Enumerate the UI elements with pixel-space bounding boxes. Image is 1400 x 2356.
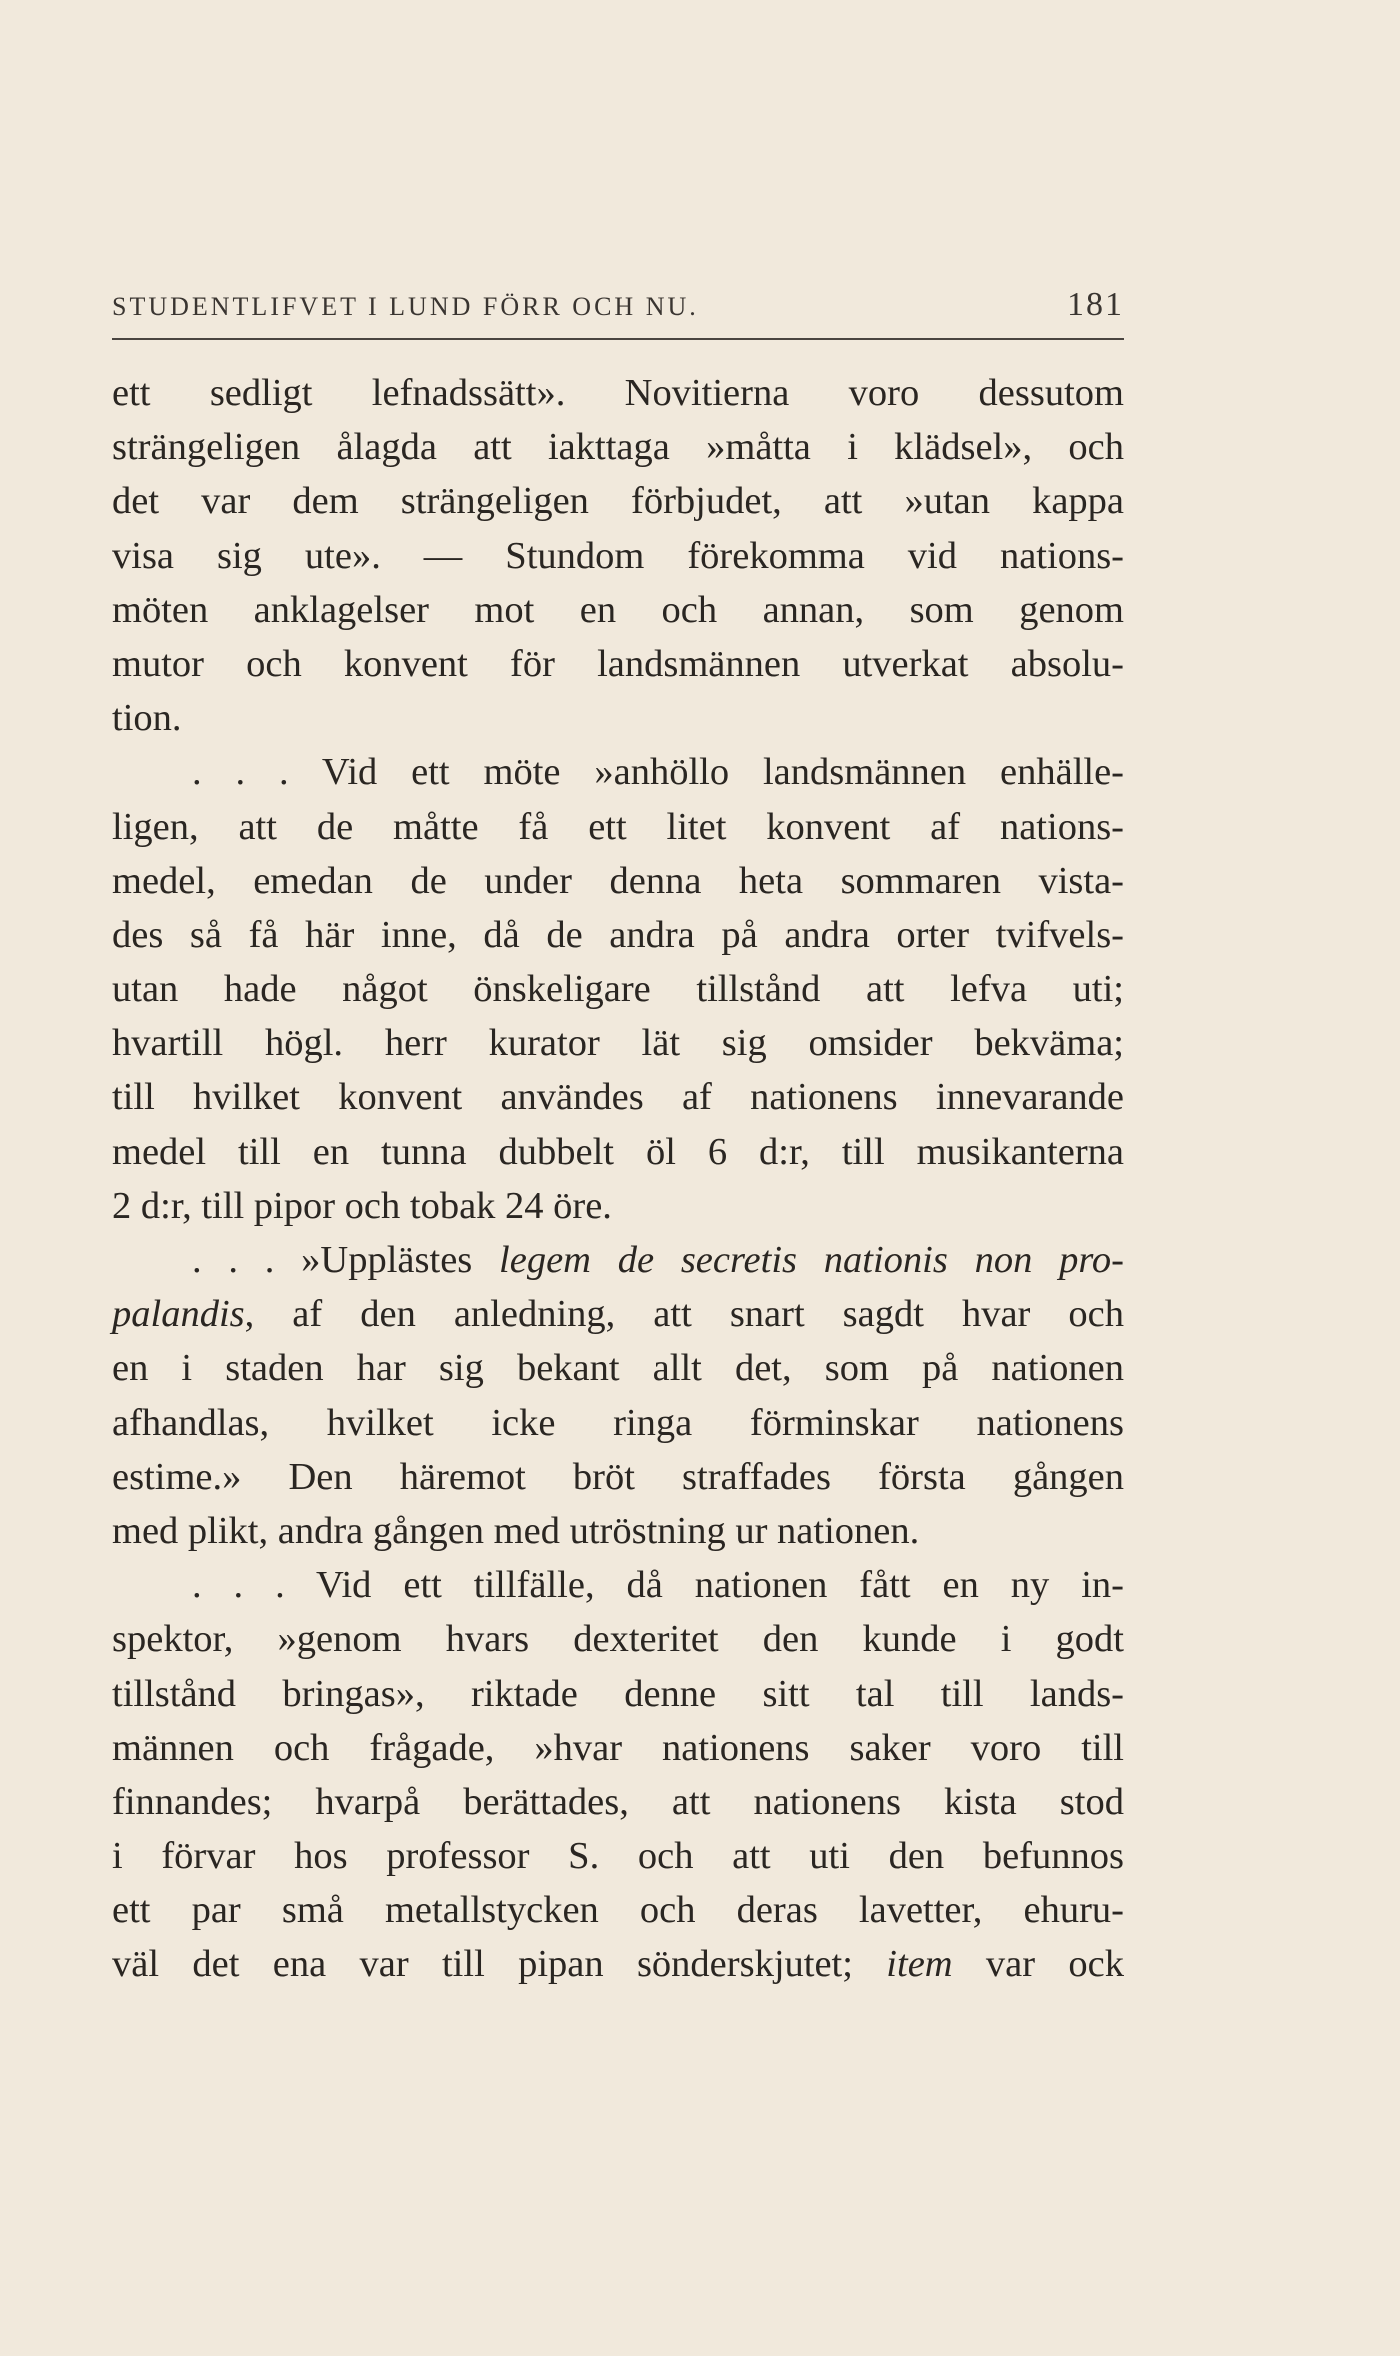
header-rule [112, 338, 1124, 340]
text-segment: i förvar hos professor S. och att uti den befunnos [112, 1835, 1124, 1878]
text-line [112, 1341, 1124, 1395]
text-segment: väl det ena var till pipan sönderskjutet; [112, 1943, 887, 1986]
text-segment: tion. [112, 697, 182, 740]
text-line [112, 637, 1124, 691]
running-title: STUDENTLIFVET I LUND FÖRR OCH NU. [112, 292, 699, 321]
text-segment: ett sedligt lefnadssätt». Novitierna voro dessutom [112, 372, 1124, 414]
text-line [112, 420, 1124, 474]
text-segment: hvartill högl. herr kurator lät sig omsider bekväma; [112, 1022, 1124, 1065]
text-line [112, 1612, 1124, 1666]
text-segment: utan hade något önskeligare tillstånd att lefva uti; [112, 968, 1124, 1011]
text-line [112, 1125, 1124, 1179]
text-line [112, 1558, 1124, 1612]
text-segment: visa sig ute». — Stundom förekomma vid nations- [112, 534, 1124, 577]
text-line [112, 1937, 1124, 1991]
text-segment: . . . Vid ett möte »anhöllo landsmännen enhälle- [192, 751, 1124, 794]
text-segment: finnandes; hvarpå berättades, att nationens kista stod [112, 1780, 1124, 1823]
text-segment: 2 d:r, till pipor och tobak 24 öre. [112, 1184, 612, 1227]
text-segment: des så få här inne, då de andra på andra orter tvifvels- [112, 913, 1124, 956]
text-segment: , af den anledning, att snart sagdt hvar och [244, 1293, 1124, 1336]
text-line [112, 1667, 1124, 1721]
italic-text: legem de secretis nationis non pro- [499, 1239, 1124, 1281]
text-segment: det var dem strängeligen förbjudet, att »utan kappa [112, 480, 1124, 523]
text-segment: var ock [952, 1943, 1125, 1986]
page-number: 181 [1067, 286, 1124, 323]
text-segment: ett par små metallstycken och deras lavetter, ehuru- [112, 1889, 1124, 1932]
text-line [112, 529, 1124, 583]
text-segment: afhandlas, hvilket icke ringa förminskar nationens [112, 1401, 1124, 1444]
text-segment: strängeligen ålagda att iakttaga »måtta i klädsel», och [112, 426, 1124, 469]
text-line [112, 908, 1124, 962]
text-segment: ligen, att de måtte få ett litet konvent af nations- [112, 805, 1124, 848]
text-segment: . . . Vid ett tillfälle, då nationen fått en ny in- [192, 1564, 1124, 1607]
text-line [112, 1016, 1124, 1070]
text-segment: medel, emedan de under denna heta sommaren vista- [112, 859, 1124, 902]
text-line [112, 1450, 1124, 1504]
text-line [112, 474, 1124, 528]
text-segment: männen och frågade, »hvar nationens saker voro till [112, 1726, 1124, 1769]
text-segment: medel till en tunna dubbelt öl 6 d:r, till musikanterna [112, 1130, 1124, 1173]
text-line [112, 1504, 1124, 1558]
text-line [112, 1233, 1124, 1287]
text-line [112, 1829, 1124, 1883]
text-segment: tillstånd bringas», riktade denne sitt tal till lands- [112, 1672, 1124, 1715]
italic-text: item [886, 1943, 953, 1986]
text-line [112, 800, 1124, 854]
text-segment: . . . »Upplästes [192, 1239, 500, 1281]
text-segment: möten anklagelser mot en och annan, som genom [112, 588, 1124, 631]
text-line [112, 745, 1124, 799]
text-line [112, 1070, 1124, 1124]
text-segment: med plikt, andra gången med utröstning ur nationen. [112, 1509, 920, 1552]
running-header [112, 286, 1124, 328]
text-line [112, 691, 1124, 745]
text-line [112, 1775, 1124, 1829]
text-line [112, 1179, 1124, 1233]
text-segment: spektor, »genom hvars dexteritet den kunde i godt [112, 1618, 1124, 1661]
italic-text: palandis [112, 1293, 245, 1336]
text-segment: mutor och konvent för landsmännen utverkat absolu- [112, 642, 1124, 685]
text-line [112, 962, 1124, 1016]
text-segment: en i staden har sig bekant allt det, som på nationen [112, 1347, 1124, 1390]
text-line [112, 1721, 1124, 1775]
text-line [112, 854, 1124, 908]
text-segment: estime.» Den häremot bröt straffades första gången [112, 1455, 1124, 1498]
text-line [112, 1287, 1124, 1341]
text-line [112, 1396, 1124, 1450]
text-line [112, 366, 1124, 420]
text-line [112, 1883, 1124, 1937]
text-line [112, 583, 1124, 637]
body-text [112, 366, 1124, 1992]
text-segment: till hvilket konvent användes af nationens innevarande [112, 1076, 1124, 1119]
